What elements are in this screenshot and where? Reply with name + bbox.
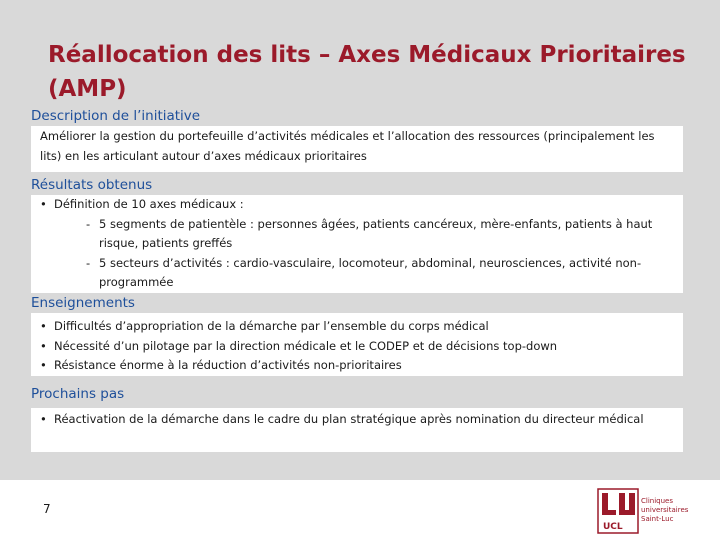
results-bullet-text: Définition de 10 axes médicaux :	[54, 197, 244, 211]
lessons-heading: Enseignements	[31, 295, 135, 311]
next-steps-box	[31, 408, 683, 452]
results-sublist	[54, 215, 675, 293]
description-box	[31, 126, 683, 172]
list-item: • Difficultés d’appropriation de la démarche par l’ensemble du corps médical	[31, 317, 675, 337]
next-steps-heading: Prochains pas	[31, 386, 125, 402]
list-item: - 5 secteurs d’activités : cardio-vasculaire, locomoteur, abdominal, neurosciences, activité non-programmée	[86, 254, 675, 293]
results-list	[31, 195, 675, 293]
results-heading: Résultats obtenus	[31, 177, 153, 193]
hospital-logo	[597, 488, 707, 534]
list-item	[31, 195, 675, 293]
page-number: 7	[43, 502, 51, 516]
logo-text: Cliniques universitaires Saint-Luc	[641, 497, 689, 523]
description-heading: Description de l’initiative	[31, 108, 201, 124]
lessons-box	[31, 313, 683, 376]
ucl-logo-icon	[597, 488, 639, 534]
next-steps-list	[31, 410, 675, 430]
description-text: Améliorer la gestion du portefeuille d’activités médicales et l’allocation des ressources (principalement les lits) en les articulant autour d’axes médicaux prioritaires	[40, 129, 655, 163]
results-box	[31, 195, 683, 293]
list-item: • Réactivation de la démarche dans le cadre du plan stratégique après nomination du directeur médical	[31, 410, 675, 430]
list-item: • Résistance énorme à la réduction d’activités non-prioritaires	[31, 356, 675, 376]
list-item: • Nécessité d’un pilotage par la direction médicale et le CODEP et de décisions top-down	[31, 337, 675, 357]
slide-title: Réallocation des lits – Axes Médicaux Prioritaires (AMP)	[48, 42, 686, 102]
svg-text:UCL: UCL	[603, 522, 623, 532]
list-item: - 5 segments de patientèle : personnes âgées, patients cancéreux, mère-enfants, patients à haut risque, patients greffés	[86, 215, 675, 254]
lessons-list	[31, 317, 675, 376]
